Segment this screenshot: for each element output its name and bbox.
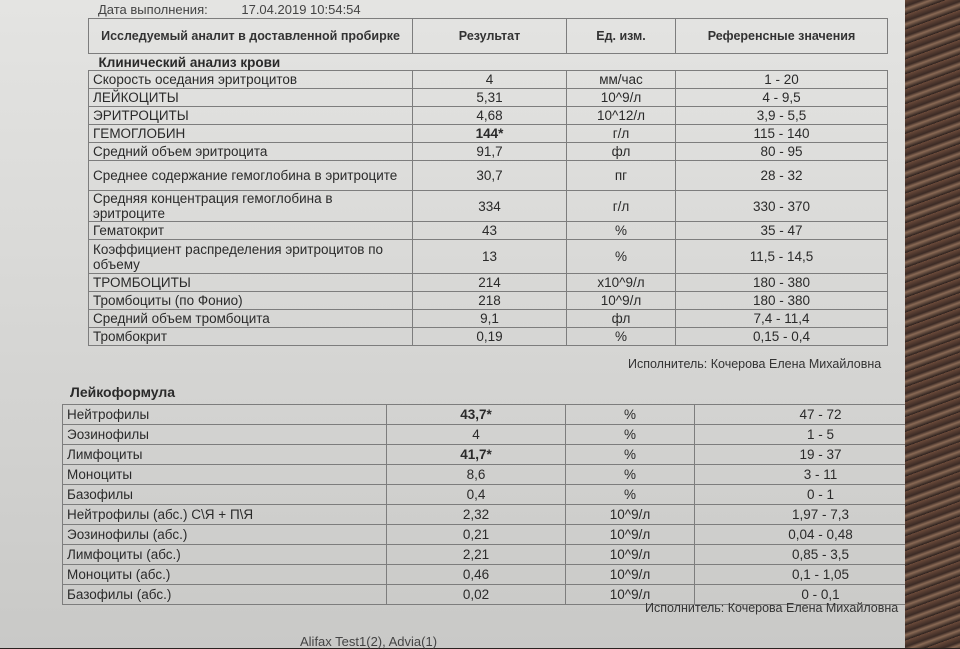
blood-analysis-table [88, 18, 888, 346]
cell-result: 2,32 [387, 505, 566, 525]
cell-name: ЭРИТРОЦИТЫ [89, 107, 413, 125]
execution-date: Дата выполнения: 17.04.2019 10:54:54 [98, 2, 361, 17]
cell-name: Моноциты (абс.) [63, 565, 387, 585]
cell-name: Среднее содержание гемоглобина в эритроците [89, 161, 413, 191]
table-row [89, 310, 888, 328]
cell-ref: 7,4 - 11,4 [676, 310, 888, 328]
cell-unit: % [566, 445, 695, 465]
cell-ref: 0,1 - 1,05 [695, 565, 947, 585]
executor-signature-2: Исполнитель: Кочерова Елена Михайловна [645, 601, 899, 615]
table-row [89, 222, 888, 240]
table-row [63, 565, 947, 585]
table-row [63, 425, 947, 445]
cell-result: 9,1 [413, 310, 567, 328]
cell-name: ГЕМОГЛОБИН [89, 125, 413, 143]
analyzers-footer: Alifax Test1(2), Advia(1) [300, 634, 438, 649]
table-header-row [89, 19, 888, 54]
cell-unit: % [566, 465, 695, 485]
cell-ref: 1,97 - 7,3 [695, 505, 947, 525]
cell-ref: 180 - 380 [676, 292, 888, 310]
cell-result: 4,68 [413, 107, 567, 125]
section-title: Клинический анализ крови [98, 54, 281, 70]
cell-unit: % [566, 425, 695, 445]
cell-name: Скорость оседания эритроцитов [89, 71, 413, 89]
cell-result: 4 [413, 71, 567, 89]
cell-unit: фл [567, 310, 676, 328]
column-analyte: Исследуемый аналит в доставленной пробирке [89, 19, 413, 54]
cell-unit: 10^9/л [566, 505, 695, 525]
cell-ref: 0 - 0,1 [695, 585, 947, 605]
cell-name: Эозинофилы (абс.) [63, 525, 387, 545]
cell-unit: пг [567, 161, 676, 191]
table-row [63, 485, 947, 505]
cell-name: ТРОМБОЦИТЫ [89, 274, 413, 292]
cell-unit: х10^9/л [567, 274, 676, 292]
table-row [63, 545, 947, 565]
table-row [89, 161, 888, 191]
table-row [63, 445, 947, 465]
cell-name: Средний объем тромбоцита [89, 310, 413, 328]
leukoformula-table [62, 392, 947, 605]
cell-result: 13 [413, 240, 567, 274]
cell-name: Моноциты [63, 465, 387, 485]
section-title-leukoformula: Лейкоформула [70, 384, 176, 400]
cell-result: 5,31 [413, 89, 567, 107]
cell-name: Базофилы [63, 485, 387, 505]
cell-ref: 4 - 9,5 [676, 89, 888, 107]
cell-result: 0,02 [387, 585, 566, 605]
table-row [89, 292, 888, 310]
cell-ref: 1 - 20 [676, 71, 888, 89]
table-row [89, 89, 888, 107]
cell-ref: 11,5 - 14,5 [676, 240, 888, 274]
table-row [89, 274, 888, 292]
cell-name: Тромбокрит [89, 328, 413, 346]
cell-name: ЛЕЙКОЦИТЫ [89, 89, 413, 107]
cell-unit: 10^9/л [567, 89, 676, 107]
cell-result: 43,7* [387, 405, 566, 425]
cell-name: Нейтрофилы (абс.) С\Я + П\Я [63, 505, 387, 525]
cell-result: 0,4 [387, 485, 566, 505]
cell-ref: 1 - 5 [695, 425, 947, 445]
cell-unit: % [566, 485, 695, 505]
cell-unit: % [567, 222, 676, 240]
cell-unit: 10^9/л [567, 292, 676, 310]
cell-result: 41,7* [387, 445, 566, 465]
blood-analysis-rows [89, 71, 888, 346]
table-row [89, 107, 888, 125]
table-row [89, 125, 888, 143]
cell-unit: 10^12/л [567, 107, 676, 125]
cell-result: 4 [387, 425, 566, 445]
cell-unit: мм/час [567, 71, 676, 89]
cell-unit: 10^9/л [566, 585, 695, 605]
cell-ref: 3,9 - 5,5 [676, 107, 888, 125]
cell-unit: % [567, 328, 676, 346]
cell-result: 0,19 [413, 328, 567, 346]
cell-unit: фл [567, 143, 676, 161]
cell-name: Эозинофилы [63, 425, 387, 445]
cell-unit: 10^9/л [566, 525, 695, 545]
cell-unit: % [566, 405, 695, 425]
cell-result: 214 [413, 274, 567, 292]
table-row [63, 525, 947, 545]
cell-result: 30,7 [413, 161, 567, 191]
cell-name: Лимфоциты (абс.) [63, 545, 387, 565]
cell-ref: 115 - 140 [676, 125, 888, 143]
cell-result: 144* [413, 125, 567, 143]
cell-ref: 19 - 37 [695, 445, 947, 465]
background-fabric [905, 0, 960, 648]
cell-name: Нейтрофилы [63, 405, 387, 425]
table-row [89, 191, 888, 222]
cell-ref: 0 - 1 [695, 485, 947, 505]
cell-unit: г/л [567, 125, 676, 143]
column-unit: Ед. изм. [567, 19, 676, 54]
cell-ref: 80 - 95 [676, 143, 888, 161]
cell-name: Тромбоциты (по Фонио) [89, 292, 413, 310]
cell-result: 218 [413, 292, 567, 310]
cell-result: 0,21 [387, 525, 566, 545]
cell-name: Гематокрит [89, 222, 413, 240]
cell-ref: 180 - 380 [676, 274, 888, 292]
cell-name: Базофилы (абс.) [63, 585, 387, 605]
cell-result: 0,46 [387, 565, 566, 585]
cell-result: 2,21 [387, 545, 566, 565]
cell-unit: 10^9/л [566, 565, 695, 585]
executor-signature: Исполнитель: Кочерова Елена Михайловна [628, 357, 882, 371]
cell-ref: 0,04 - 0,48 [695, 525, 947, 545]
cell-name: Средняя концентрация гемоглобина в эритроците [89, 191, 413, 222]
table-row [89, 71, 888, 89]
cell-unit: г/л [567, 191, 676, 222]
cell-ref: 28 - 32 [676, 161, 888, 191]
cell-result: 91,7 [413, 143, 567, 161]
table-row [89, 328, 888, 346]
cell-result: 43 [413, 222, 567, 240]
cell-ref: 35 - 47 [676, 222, 888, 240]
cell-ref: 0,15 - 0,4 [676, 328, 888, 346]
table-row [89, 143, 888, 161]
cell-name: Лимфоциты [63, 445, 387, 465]
cell-unit: % [567, 240, 676, 274]
table-row [89, 240, 888, 274]
cell-result: 8,6 [387, 465, 566, 485]
leukoformula-rows [63, 405, 947, 605]
table-row [63, 405, 947, 425]
cell-ref: 47 - 72 [695, 405, 947, 425]
cell-name: Средний объем эритроцита [89, 143, 413, 161]
column-reference: Референсные значения [676, 19, 888, 54]
table-row [63, 465, 947, 485]
table-row [63, 505, 947, 525]
cell-result: 334 [413, 191, 567, 222]
cell-unit: 10^9/л [566, 545, 695, 565]
cell-ref: 0,85 - 3,5 [695, 545, 947, 565]
column-result: Результат [413, 19, 567, 54]
cell-ref: 330 - 370 [676, 191, 888, 222]
cell-name: Коэффициент распределения эритроцитов по объему [89, 240, 413, 274]
cell-ref: 3 - 11 [695, 465, 947, 485]
